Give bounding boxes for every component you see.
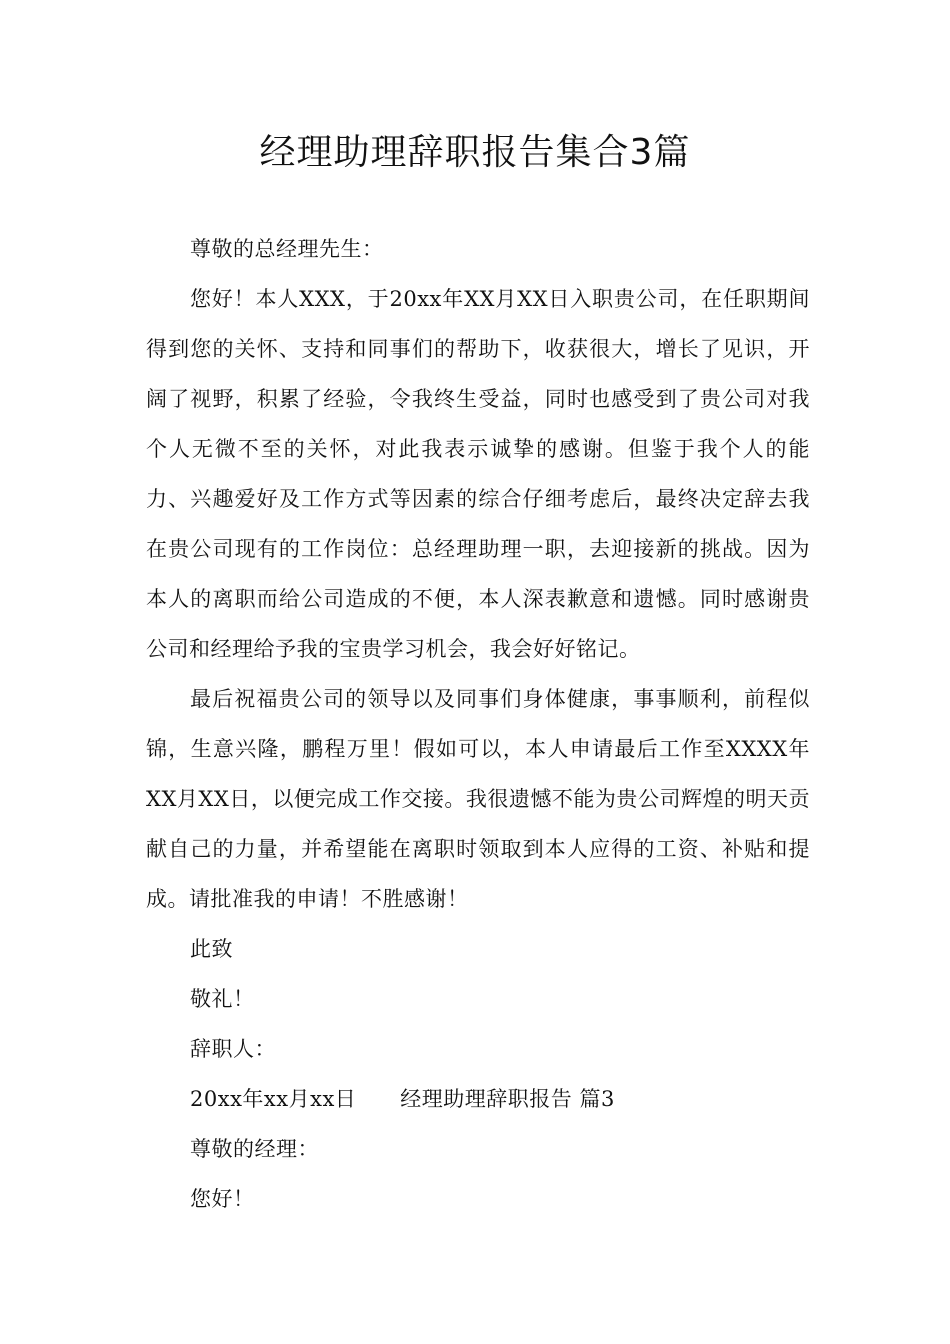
paragraph-2: 最后祝福贵公司的领导以及同事们身体健康，事事顺利，前程似锦，生意兴隆，鹏程万里！假如可以，本人申请最后工作至XXXX年XX月XX日，以便完成工作交接。我很遗憾不能为贵公司辉煌的明天贡献自己的力量，并希望能在离职时领取到本人应得的工资、补贴和提成。请批准我的申请！不胜感谢！ — [146, 687, 810, 911]
date: 20xx年xx月xx日 — [190, 1087, 357, 1111]
closing-line-1: 此致 — [190, 937, 233, 961]
document-title: 经理助理辞职报告集合3篇 — [259, 132, 691, 173]
document-body — [146, 224, 810, 1224]
date-and-next-title-line — [146, 1074, 810, 1124]
salutation: 尊敬的总经理先生： — [190, 237, 384, 261]
greeting-2: 您好！ — [190, 1187, 255, 1211]
salutation-2: 尊敬的经理： — [190, 1137, 319, 1161]
next-section-title: 经理助理辞职报告 篇3 — [400, 1087, 615, 1111]
signer-line: 辞职人： — [190, 1037, 276, 1061]
closing-line-2: 敬礼！ — [190, 987, 255, 1011]
paragraph-1: 您好！本人XXX，于20xx年XX月XX日入职贵公司，在任职期间得到您的关怀、支持和同事们的帮助下，收获很大，增长了见识，开阔了视野，积累了经验，令我终生受益，同时也感受到了贵公司对我个人无微不至的关怀，对此我表示诚挚的感谢。但鉴于我个人的能力、兴趣爱好及工作方式等因素的综合仔细考虑后，最终决定辞去我在贵公司现有的工作岗位：总经理助理一职，去迎接新的挑战。因为本人的离职而给公司造成的不便，本人深表歉意和遗憾。同时感谢贵公司和经理给予我的宝贵学习机会，我会好好铭记。 — [146, 287, 810, 661]
